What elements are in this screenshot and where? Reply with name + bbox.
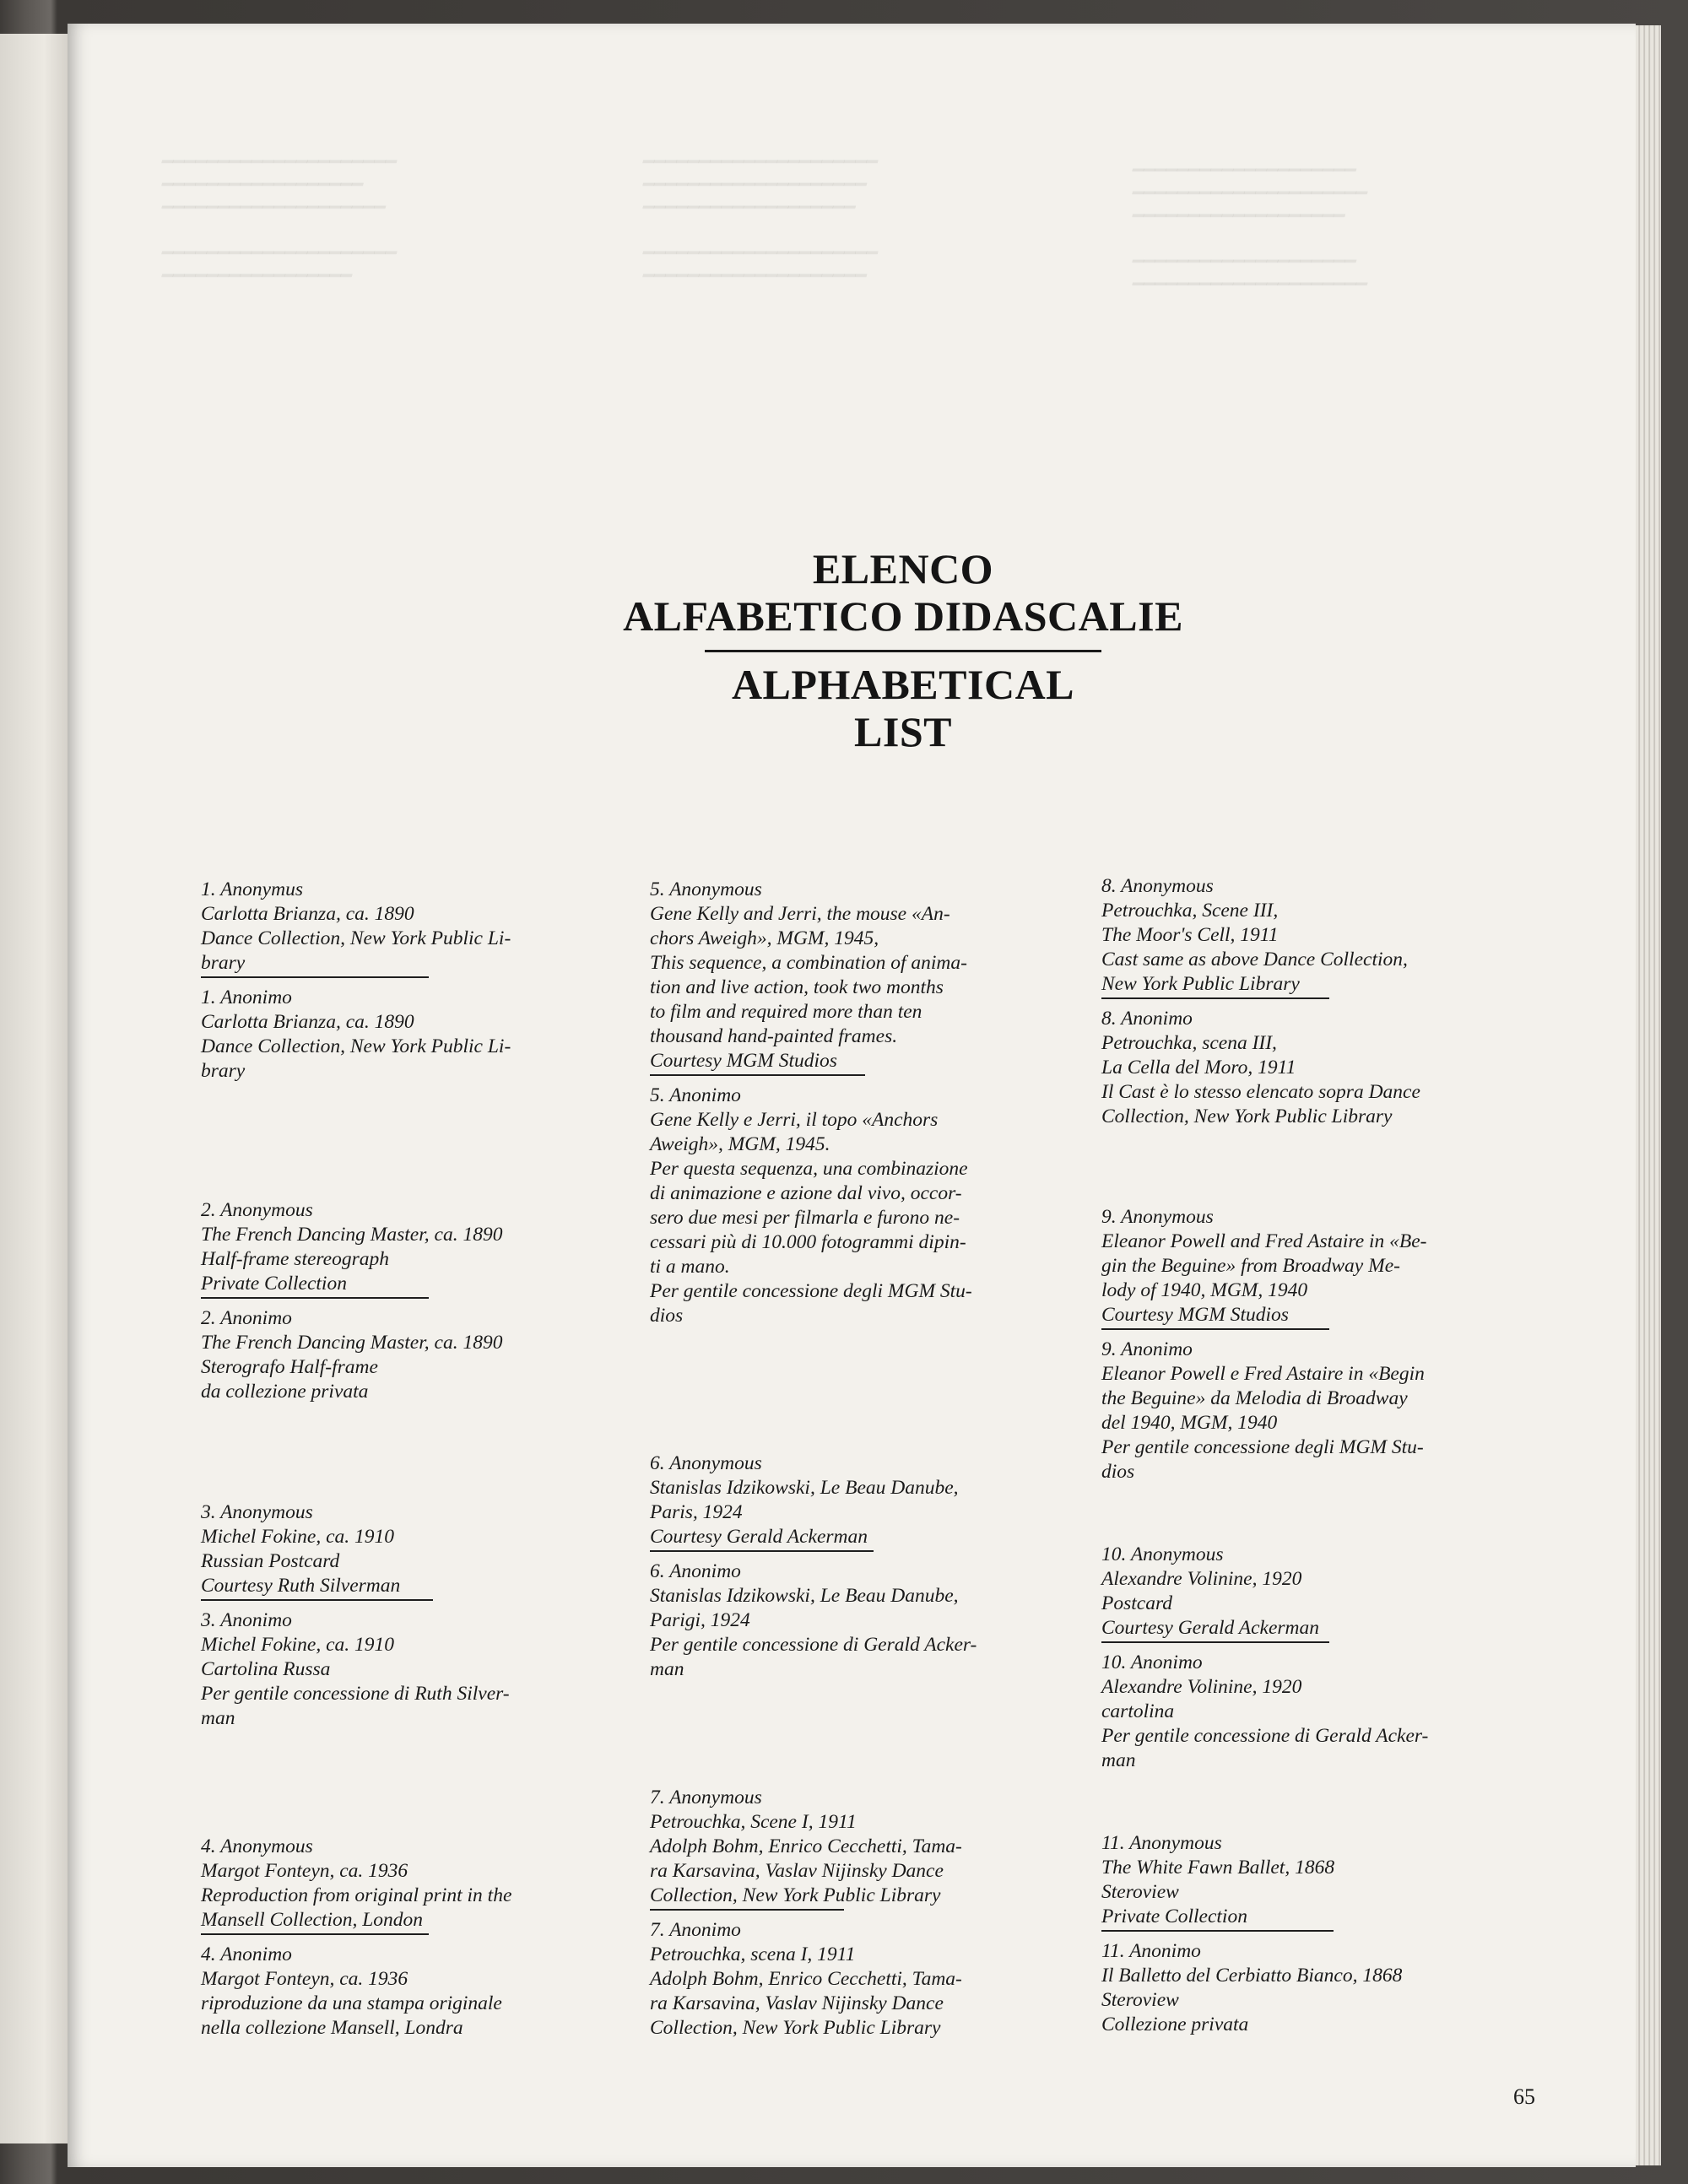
- caption-line: Petrouchka, scena I, 1911: [650, 1943, 856, 1965]
- caption-line: Courtesy Gerald Ackerman: [650, 1526, 868, 1548]
- caption-line: thousand hand-painted frames.: [650, 1025, 898, 1047]
- caption-entry-4: [201, 1835, 598, 2041]
- caption-line: 7. Anonimo: [650, 1919, 741, 1941]
- caption-line: This sequence, a combination of anima-: [650, 952, 967, 974]
- caption-line: Paris, 1924: [650, 1501, 743, 1523]
- caption-line: 4. Anonimo: [201, 1943, 292, 1965]
- caption-line: 4. Anonymous: [201, 1835, 313, 1857]
- caption-line: Steroview: [1101, 1881, 1179, 1903]
- caption-entry-11: [1101, 1831, 1498, 2037]
- caption-line: tion and live action, took two months: [650, 976, 944, 998]
- show-through-texture: ━━━━━━━━━━━━━━━━━━━━ ━━━━━━━━━━━━━━━━━━━━━ ━━━━━━━━━━━━━━━━━━━ ━━━━━━━━━━━━━━━━━━━━ ━━━━━━━━━━━━━━━━━━━━━: [1131, 159, 1366, 295]
- page-title: [565, 545, 1241, 755]
- caption-line: 3. Anonymous: [201, 1501, 313, 1523]
- caption-line: sero due mesi per filmarla e furono ne-: [650, 1207, 960, 1229]
- caption-line: Per questa sequenza, una combinazione: [650, 1158, 968, 1180]
- caption-line: Dance Collection, New York Public Li-: [201, 1035, 511, 1057]
- caption-line: dios: [650, 1305, 684, 1327]
- caption-line: Collection, New York Public Library: [650, 1884, 941, 1906]
- caption-line: Cast same as above Dance Collection,: [1101, 949, 1408, 970]
- caption-line: Margot Fonteyn, ca. 1936: [201, 1860, 408, 1882]
- caption-line: da collezione privata: [201, 1381, 369, 1403]
- caption-line: La Cella del Moro, 1911: [1101, 1057, 1296, 1078]
- caption-entry-10: [1101, 1543, 1498, 1773]
- caption-line: 11. Anonymous: [1101, 1832, 1222, 1854]
- caption-line: 7. Anonymous: [650, 1787, 762, 1808]
- caption-line: Reproduction from original print in the: [201, 1884, 512, 1906]
- caption-line: Per gentile concessione di Ruth Silver-: [201, 1683, 510, 1705]
- caption-line: Collection, New York Public Library: [1101, 1106, 1393, 1127]
- caption-divider: [650, 1909, 844, 1911]
- caption-line: Margot Fonteyn, ca. 1936: [201, 1968, 408, 1990]
- caption-line: Courtesy Gerald Ackerman: [1101, 1617, 1320, 1639]
- caption-line: The French Dancing Master, ca. 1890: [201, 1332, 503, 1354]
- caption-divider: [1101, 997, 1329, 999]
- caption-entry-1: [201, 878, 598, 1084]
- caption-divider: [201, 1933, 429, 1935]
- caption-line: man: [650, 1658, 684, 1680]
- caption-line: The French Dancing Master, ca. 1890: [201, 1224, 503, 1246]
- caption-line: Courtesy MGM Studios: [1101, 1304, 1289, 1326]
- caption-line: 8. Anonymous: [1101, 875, 1214, 897]
- page-number: 65: [1513, 2084, 1535, 2109]
- caption-line: ti a mano.: [650, 1256, 730, 1278]
- caption-line: Eleanor Powell e Fred Astaire in «Begin: [1101, 1363, 1425, 1385]
- caption-line: The Moor's Cell, 1911: [1101, 924, 1279, 946]
- caption-line: Courtesy MGM Studios: [650, 1050, 837, 1072]
- caption-entry-9: [1101, 1205, 1498, 1484]
- caption-line: 10. Anonymous: [1101, 1543, 1224, 1565]
- caption-line: Petrouchka, Scene III,: [1101, 900, 1279, 922]
- book-page: [68, 24, 1636, 2167]
- caption-line: 3. Anonimo: [201, 1609, 292, 1631]
- caption-line: Alexandre Volinine, 1920: [1101, 1568, 1302, 1590]
- caption-line: gin the Beguine» from Broadway Me-: [1101, 1255, 1400, 1277]
- caption-line: the Beguine» da Melodia di Broadway: [1101, 1387, 1408, 1409]
- title-line-3: ALPHABETICAL: [731, 661, 1075, 708]
- caption-line: Il Cast è lo stesso elencato sopra Dance: [1101, 1081, 1420, 1103]
- caption-line: 10. Anonimo: [1101, 1652, 1203, 1673]
- caption-line: Parigi, 1924: [650, 1609, 750, 1631]
- caption-line: Steroview: [1101, 1989, 1179, 2011]
- caption-line: ra Karsavina, Vaslav Nijinsky Dance: [650, 1992, 944, 2014]
- caption-divider: [1101, 1930, 1334, 1932]
- caption-line: Collection, New York Public Library: [650, 2017, 941, 2039]
- caption-line: 1. Anonimo: [201, 987, 292, 1008]
- caption-line: 11. Anonimo: [1101, 1940, 1201, 1962]
- right-page-edge-stack: [1636, 25, 1661, 2165]
- caption-line: Adolph Bohm, Enrico Cecchetti, Tama-: [650, 1835, 962, 1857]
- caption-line: 6. Anonymous: [650, 1452, 762, 1474]
- caption-line: man: [201, 1707, 235, 1729]
- caption-line: Russian Postcard: [201, 1550, 340, 1572]
- caption-line: 5. Anonymous: [650, 878, 762, 900]
- caption-line: cessari più di 10.000 fotogrammi dipin-: [650, 1231, 966, 1253]
- caption-line: di animazione e azione dal vivo, occor-: [650, 1182, 962, 1204]
- caption-line: Per gentile concessione degli MGM Stu-: [1101, 1436, 1424, 1458]
- caption-line: 2. Anonimo: [201, 1307, 292, 1329]
- caption-line: Stanislas Idzikowski, Le Beau Danube,: [650, 1585, 959, 1607]
- caption-line: Aweigh», MGM, 1945.: [650, 1133, 830, 1155]
- caption-line: Postcard: [1101, 1592, 1172, 1614]
- title-divider: [705, 650, 1101, 652]
- caption-line: Gene Kelly e Jerri, il topo «Anchors: [650, 1109, 939, 1131]
- caption-line: nella collezione Mansell, Londra: [201, 2017, 463, 2039]
- caption-line: lody of 1940, MGM, 1940: [1101, 1279, 1308, 1301]
- caption-line: Collezione privata: [1101, 2014, 1249, 2035]
- caption-line: Michel Fokine, ca. 1910: [201, 1634, 395, 1656]
- caption-line: 2. Anonymous: [201, 1199, 313, 1221]
- caption-entry-3: [201, 1500, 598, 1731]
- title-line-1: ELENCO: [812, 545, 994, 592]
- caption-entry-7: [650, 1786, 1047, 2041]
- caption-line: Petrouchka, scena III,: [1101, 1032, 1277, 1054]
- caption-line: Cartolina Russa: [201, 1658, 331, 1680]
- caption-line: Per gentile concessione degli MGM Stu-: [650, 1280, 972, 1302]
- caption-line: chors Aweigh», MGM, 1945,: [650, 927, 879, 949]
- caption-line: 9. Anonimo: [1101, 1338, 1193, 1360]
- caption-line: The White Fawn Ballet, 1868: [1101, 1857, 1335, 1879]
- show-through-texture: ━━━━━━━━━━━━━━━━━━━━━ ━━━━━━━━━━━━━━━━━━ ━━━━━━━━━━━━━━━━━━━━ ━━━━━━━━━━━━━━━━━━━━━ ━━━━━━━━━━━━━━━━━: [160, 151, 396, 286]
- caption-line: Private Collection: [201, 1273, 347, 1295]
- caption-line: Private Collection: [1101, 1906, 1247, 1927]
- caption-divider: [650, 1074, 865, 1076]
- caption-line: Gene Kelly and Jerri, the mouse «An-: [650, 903, 950, 925]
- caption-line: Il Balletto del Cerbiatto Bianco, 1868: [1101, 1965, 1403, 1987]
- caption-line: Sterografo Half-frame: [201, 1356, 378, 1378]
- caption-line: brary: [201, 952, 246, 974]
- caption-line: ra Karsavina, Vaslav Nijinsky Dance: [650, 1860, 944, 1882]
- caption-line: 6. Anonimo: [650, 1560, 741, 1582]
- caption-line: Half-frame stereograph: [201, 1248, 390, 1270]
- caption-line: brary: [201, 1060, 246, 1082]
- caption-divider: [1101, 1641, 1329, 1643]
- caption-line: 5. Anonimo: [650, 1084, 741, 1106]
- caption-entry-6: [650, 1451, 1047, 1682]
- show-through-texture: ━━━━━━━━━━━━━━━━━━━━━ ━━━━━━━━━━━━━━━━━━━━ ━━━━━━━━━━━━━━━━━━━ ━━━━━━━━━━━━━━━━━━━━━ ━━━━━━━━━━━━━━━━━━━━: [641, 151, 877, 286]
- caption-entry-5: [650, 878, 1047, 1328]
- caption-line: Courtesy Ruth Silverman: [201, 1575, 401, 1597]
- caption-line: 1. Anonymus: [201, 878, 303, 900]
- caption-line: Carlotta Brianza, ca. 1890: [201, 903, 414, 925]
- caption-line: Carlotta Brianza, ca. 1890: [201, 1011, 414, 1033]
- caption-line: Michel Fokine, ca. 1910: [201, 1526, 395, 1548]
- caption-line: Per gentile concessione di Gerald Acker-: [650, 1634, 977, 1656]
- caption-line: Per gentile concessione di Gerald Acker-: [1101, 1725, 1429, 1747]
- caption-divider: [650, 1550, 874, 1552]
- caption-line: cartolina: [1101, 1700, 1175, 1722]
- caption-line: to film and required more than ten: [650, 1001, 922, 1023]
- caption-line: man: [1101, 1749, 1136, 1771]
- caption-divider: [201, 1599, 433, 1601]
- caption-line: Stanislas Idzikowski, Le Beau Danube,: [650, 1477, 959, 1499]
- title-line-2: ALFABETICO DIDASCALIE: [623, 592, 1183, 640]
- caption-line: Adolph Bohm, Enrico Cecchetti, Tama-: [650, 1968, 962, 1990]
- caption-line: del 1940, MGM, 1940: [1101, 1412, 1278, 1434]
- caption-line: dios: [1101, 1461, 1135, 1483]
- caption-line: 8. Anonimo: [1101, 1008, 1193, 1030]
- caption-entry-2: [201, 1198, 598, 1404]
- caption-divider: [201, 976, 429, 978]
- caption-line: Eleanor Powell and Fred Astaire in «Be-: [1101, 1230, 1427, 1252]
- caption-line: Mansell Collection, London: [201, 1909, 424, 1931]
- title-line-4: LIST: [854, 708, 952, 755]
- caption-line: Dance Collection, New York Public Li-: [201, 927, 511, 949]
- caption-divider: [201, 1297, 429, 1299]
- caption-line: Alexandre Volinine, 1920: [1101, 1676, 1302, 1698]
- caption-line: Petrouchka, Scene I, 1911: [650, 1811, 857, 1833]
- caption-divider: [1101, 1328, 1329, 1330]
- caption-entry-8: [1101, 874, 1498, 1129]
- caption-line: New York Public Library: [1101, 973, 1300, 995]
- caption-line: 9. Anonymous: [1101, 1206, 1214, 1228]
- caption-line: riproduzione da una stampa originale: [201, 1992, 502, 2014]
